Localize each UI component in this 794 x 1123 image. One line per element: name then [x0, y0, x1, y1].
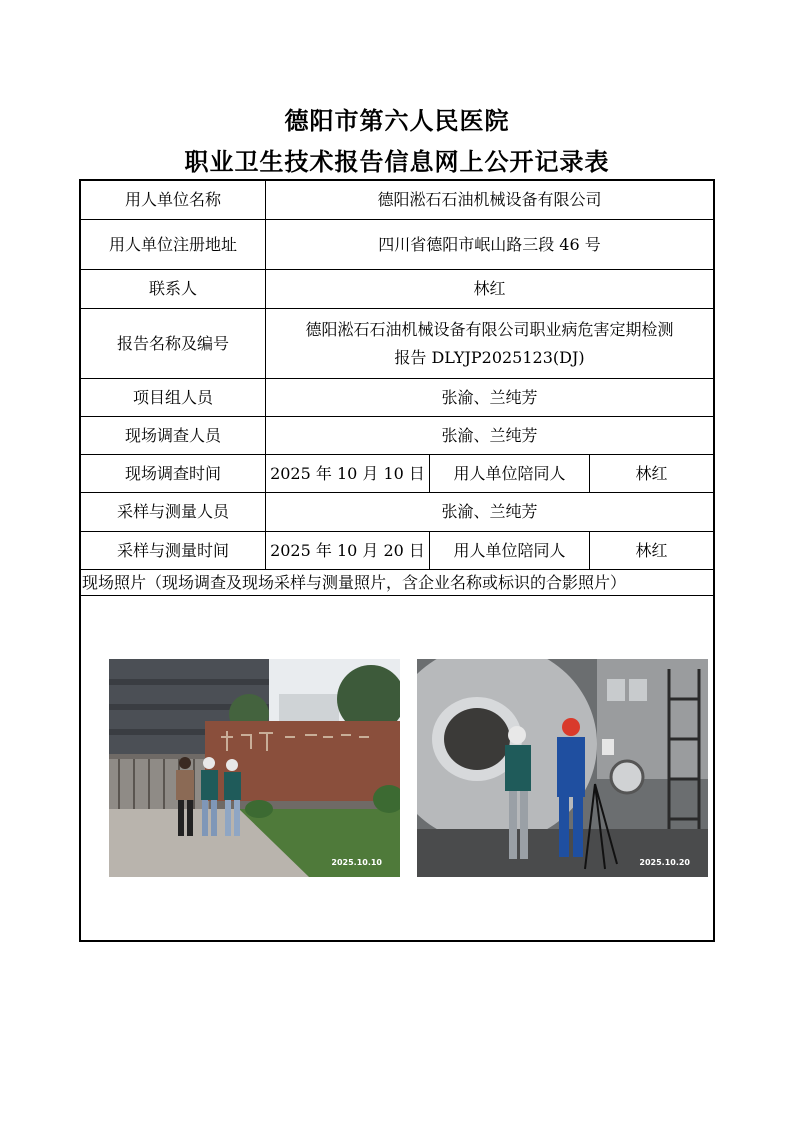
survey-staff-label: 现场调查人员: [81, 417, 266, 454]
report-value: [266, 309, 713, 378]
photo1-date-stamp: 2025.10.10: [331, 858, 382, 867]
document-title-line2: 职业卫生技术报告信息网上公开记录表: [184, 148, 610, 176]
site-survey-group-photo: [109, 659, 400, 877]
row-employer-name: [81, 181, 713, 220]
sampling-date-value: 2025 年 10 月 20 日: [266, 532, 430, 569]
sampling-time-label: 采样与测量时间: [81, 532, 266, 569]
project-team-value: 张渝、兰纯芳: [441, 387, 538, 407]
report-name-line: 德阳淞石石油机械设备有限公司职业病危害定期检测: [305, 319, 674, 339]
report-number-line: 报告 DLYJP2025123(DJ): [394, 347, 585, 367]
row-survey-time: [81, 455, 713, 493]
sampling-staff-value: 张渝、兰纯芳: [441, 502, 538, 521]
survey-time-label: 现场调查时间: [81, 455, 266, 492]
project-team-label: 项目组人员: [81, 379, 266, 416]
sampling-accompany-label: 用人单位陪同人: [430, 532, 590, 569]
row-report: [81, 309, 713, 379]
photo2-date-stamp: 2025.10.20: [639, 858, 690, 867]
survey-accompany-label: 用人单位陪同人: [430, 455, 590, 492]
row-sampling-time: [81, 532, 713, 570]
survey-date-value: 2025 年 10 月 10 日: [266, 455, 430, 492]
row-employer-address: [81, 220, 713, 270]
employer-address-label: 用人单位注册地址: [81, 220, 266, 269]
contact-label: 联系人: [81, 270, 266, 308]
employer-address-value: 四川省德阳市岷山路三段 46 号: [378, 234, 601, 254]
report-label: 报告名称及编号: [81, 309, 266, 378]
row-project-team: [81, 379, 713, 417]
sampling-staff-label: 采样与测量人员: [81, 493, 266, 531]
survey-staff-value: 张渝、兰纯芳: [441, 425, 538, 445]
document-title-line1: 德阳市第六人民医院: [284, 107, 510, 135]
row-contact: [81, 270, 713, 309]
survey-accompany-value: 林红: [635, 463, 668, 483]
sampling-accompany-value: 林红: [635, 540, 668, 560]
employer-name-value: 德阳淞石石油机械设备有限公司: [377, 190, 602, 209]
photo-section-caption: 现场照片（现场调查及现场采样与测量照片，含企业名称或标识的合影照片）: [81, 570, 713, 596]
employer-name-label: 用人单位名称: [81, 181, 266, 219]
record-table: [79, 179, 715, 942]
row-survey-staff: [81, 417, 713, 455]
contact-value: 林红: [473, 279, 506, 298]
row-sampling-staff: [81, 493, 713, 532]
sampling-measurement-photo: [417, 659, 708, 877]
